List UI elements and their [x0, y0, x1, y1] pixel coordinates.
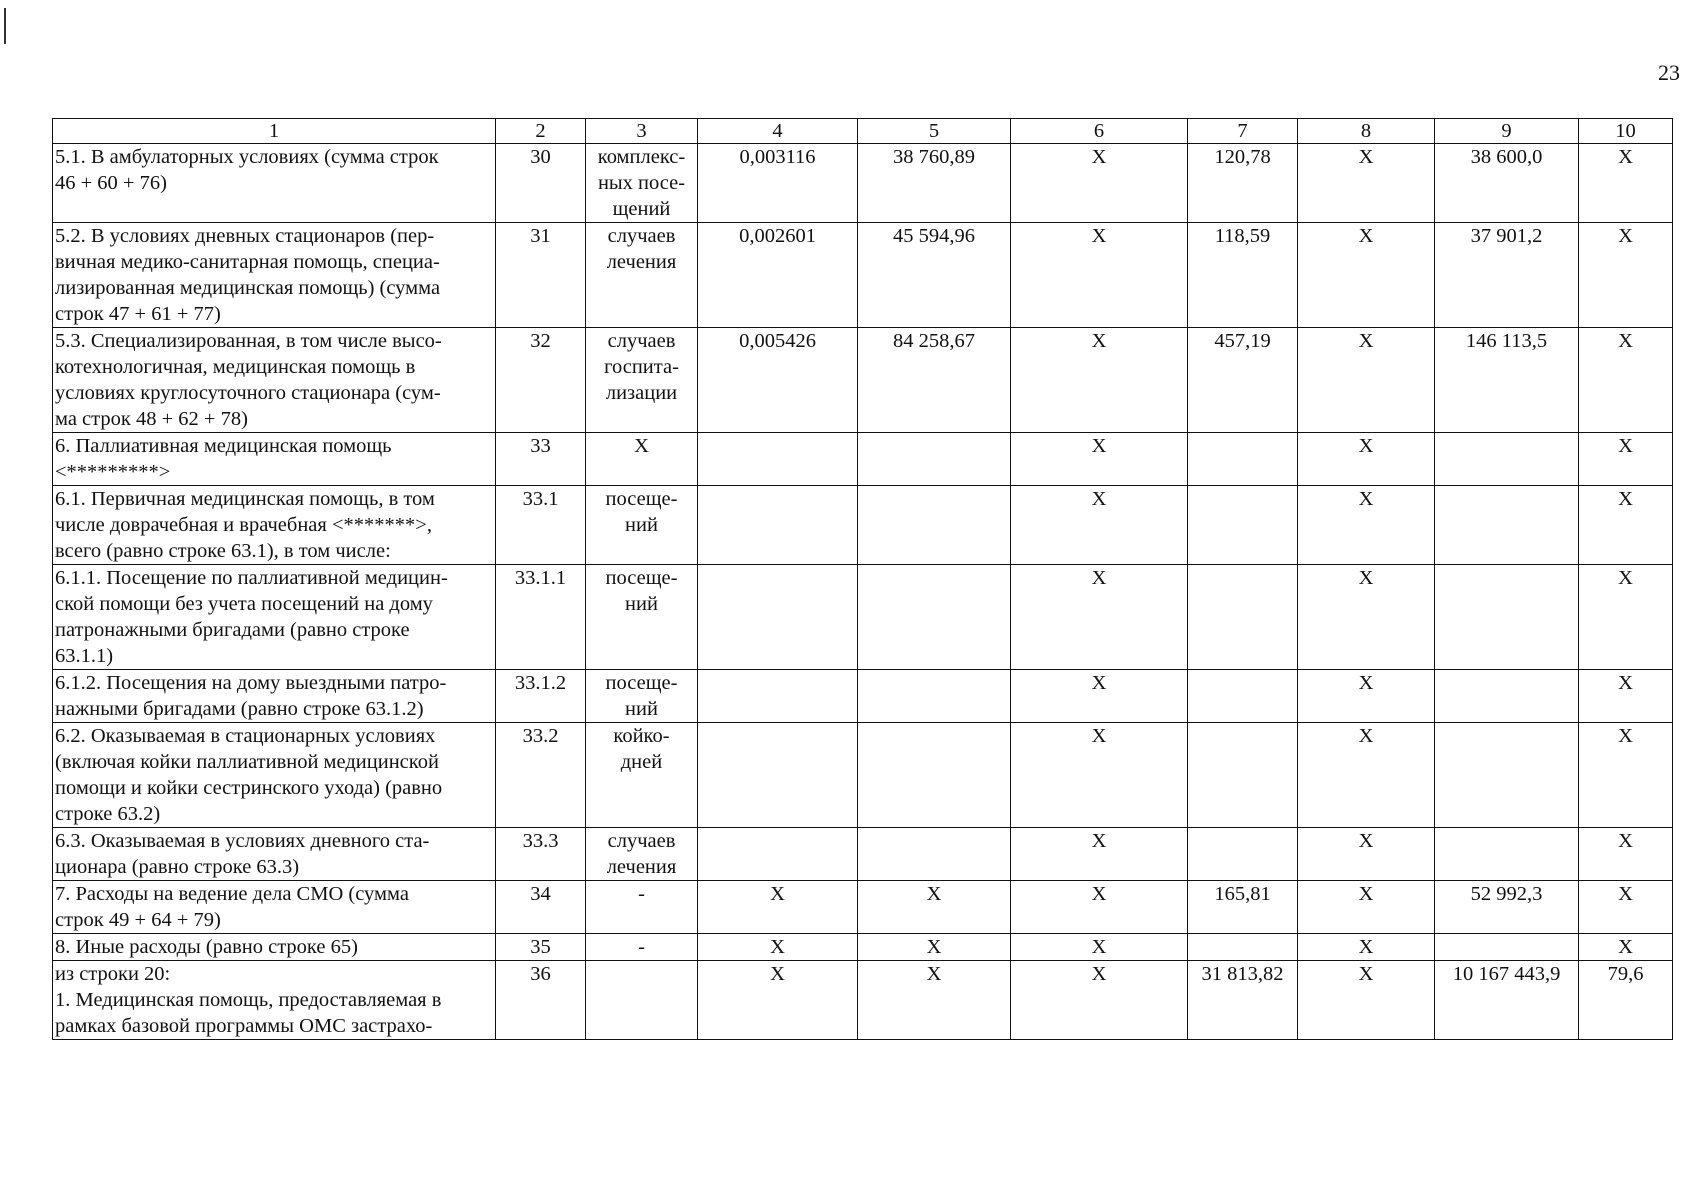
cell-col-9 — [1435, 934, 1579, 961]
cell-col-5 — [858, 828, 1011, 881]
cell-col-9 — [1435, 723, 1579, 828]
cell-text: X — [1618, 672, 1633, 694]
cell-col-3 — [586, 670, 698, 723]
cell-col-6 — [1011, 934, 1188, 961]
cell-col-9 — [1435, 223, 1579, 328]
cell-col-5 — [858, 723, 1011, 828]
cell-col-7 — [1188, 486, 1298, 565]
cell-text: X — [634, 435, 649, 457]
cell-text: X — [1358, 936, 1374, 958]
cell-col-4 — [698, 565, 858, 670]
cell-text: койко- дней — [613, 725, 670, 773]
cell-text: 32 — [530, 330, 551, 352]
cell-text: X — [1618, 725, 1633, 747]
cell-text: X — [1091, 225, 1107, 247]
cell-text: X — [1091, 830, 1107, 852]
cell-col-8 — [1298, 881, 1435, 934]
cell-text: X — [1358, 672, 1374, 694]
cell-col-8 — [1298, 565, 1435, 670]
cell-text: X — [1358, 146, 1374, 168]
cell-col-5 — [858, 328, 1011, 433]
column-header-4: 4 — [698, 119, 858, 144]
cell-col-4 — [698, 144, 858, 223]
table-row — [53, 670, 1673, 723]
cell-col-8 — [1298, 433, 1435, 486]
cell-col-10 — [1579, 565, 1673, 670]
column-header-2: 2 — [496, 119, 586, 144]
cell-col-2 — [496, 961, 586, 1040]
cell-col-1 — [53, 881, 496, 934]
cell-col-1 — [53, 670, 496, 723]
cell-text: 7. Расходы на ведение дела СМО (сумма строк 49 + 64 + 79) — [55, 883, 409, 931]
cell-col-8 — [1298, 328, 1435, 433]
column-header-8: 8 — [1298, 119, 1435, 144]
cell-col-6 — [1011, 828, 1188, 881]
cell-col-9 — [1435, 670, 1579, 723]
cell-text: 165,81 — [1214, 883, 1271, 905]
cell-text: 38 760,89 — [893, 146, 975, 168]
cell-col-4 — [698, 328, 858, 433]
cell-col-7 — [1188, 670, 1298, 723]
header-row — [53, 119, 1673, 144]
cell-text: 146 113,5 — [1465, 330, 1548, 352]
cell-text: - — [638, 883, 645, 905]
cell-text: X — [1358, 330, 1374, 352]
cell-col-5 — [858, 881, 1011, 934]
cell-col-6 — [1011, 144, 1188, 223]
cell-col-2 — [496, 328, 586, 433]
cell-text: случаев госпита- лизации — [604, 330, 679, 404]
cell-col-3 — [586, 433, 698, 486]
cell-col-9 — [1435, 828, 1579, 881]
cell-col-8 — [1298, 934, 1435, 961]
cell-text: 6.1.2. Посещения на дому выездными патро- нажными бригадами (равно строке 63.1.2) — [55, 672, 447, 720]
cell-col-3 — [586, 565, 698, 670]
table-row — [53, 961, 1673, 1040]
cell-col-1 — [53, 433, 496, 486]
cell-text: 6.1.1. Посещение по паллиативной медицин- ской помощи без учета посещений на дому патронажными бригадами (равно строке 63.1.1) — [55, 567, 448, 667]
cell-col-1 — [53, 723, 496, 828]
cell-col-5 — [858, 223, 1011, 328]
cell-text: X — [1091, 963, 1107, 985]
cell-text: X — [1618, 488, 1633, 510]
cell-col-10 — [1579, 881, 1673, 934]
cell-text: случаев лечения — [606, 225, 677, 273]
cell-text: комплекс- ных посе- щений — [597, 146, 686, 220]
cell-col-5 — [858, 565, 1011, 670]
cell-text: посеще- ний — [605, 672, 678, 720]
cell-col-10 — [1579, 328, 1673, 433]
cell-text: X — [1358, 435, 1374, 457]
cell-text: X — [1618, 936, 1633, 958]
cell-text: 457,19 — [1214, 330, 1271, 352]
cell-text: 84 258,67 — [893, 330, 975, 352]
cell-text: X — [1091, 672, 1107, 694]
cell-text: X — [926, 936, 942, 958]
cell-text: X — [1358, 883, 1374, 905]
scan-edge-mark — [4, 8, 6, 44]
cell-col-10 — [1579, 670, 1673, 723]
cell-col-2 — [496, 144, 586, 223]
cell-col-6 — [1011, 328, 1188, 433]
cell-text: 33.1 — [522, 488, 559, 510]
cell-text: X — [1091, 488, 1107, 510]
cell-text: 5.2. В условиях дневных стационаров (пер- вичная медико-санитарная помощь, специа- лизированная медицинская помощь) (сумма строк 47 + 61 + 77) — [55, 225, 441, 325]
cell-col-8 — [1298, 723, 1435, 828]
cell-text: 30 — [530, 146, 551, 168]
column-header-6: 6 — [1011, 119, 1188, 144]
cell-col-7 — [1188, 223, 1298, 328]
column-header-1: 1 — [53, 119, 496, 144]
cell-col-3 — [586, 486, 698, 565]
cell-col-3 — [586, 828, 698, 881]
table-row — [53, 723, 1673, 828]
cell-col-5 — [858, 961, 1011, 1040]
cell-text: 37 901,2 — [1470, 225, 1543, 247]
cell-text: из строки 20: 1. Медицинская помощь, предоставляемая в рамках базовой программы ОМС застрахо- — [55, 963, 442, 1037]
page-number: 23 — [1658, 60, 1680, 85]
cell-col-1 — [53, 223, 496, 328]
table-row — [53, 433, 1673, 486]
cell-text: 118,59 — [1214, 225, 1271, 247]
cell-col-4 — [698, 934, 858, 961]
cell-col-6 — [1011, 670, 1188, 723]
cell-text: X — [1358, 225, 1374, 247]
cell-text: X — [1618, 830, 1633, 852]
cell-col-1 — [53, 565, 496, 670]
cell-col-6 — [1011, 565, 1188, 670]
table-row — [53, 144, 1673, 223]
cell-text: X — [1618, 435, 1633, 457]
cell-text: 38 600,0 — [1470, 146, 1543, 168]
cell-text: X — [1091, 883, 1107, 905]
cell-col-4 — [698, 723, 858, 828]
column-header-7: 7 — [1188, 119, 1298, 144]
cell-col-7 — [1188, 828, 1298, 881]
cell-col-2 — [496, 670, 586, 723]
cell-col-7 — [1188, 961, 1298, 1040]
table-row — [53, 828, 1673, 881]
cell-col-2 — [496, 828, 586, 881]
cell-text: 31 813,82 — [1201, 963, 1284, 985]
cell-text: посеще- ний — [605, 488, 678, 536]
cell-text: 5.1. В амбулаторных условиях (сумма строк 46 + 60 + 76) — [55, 146, 439, 194]
cell-col-8 — [1298, 486, 1435, 565]
cell-col-5 — [858, 486, 1011, 565]
cell-col-10 — [1579, 961, 1673, 1040]
cell-col-2 — [496, 934, 586, 961]
cell-col-1 — [53, 934, 496, 961]
cell-col-5 — [858, 433, 1011, 486]
cell-text: 6. Паллиативная медицинская помощь <*********> — [55, 435, 392, 483]
cell-col-6 — [1011, 961, 1188, 1040]
cell-text: X — [1358, 567, 1374, 589]
cell-col-3 — [586, 934, 698, 961]
column-header-5: 5 — [858, 119, 1011, 144]
cell-text: X — [1618, 225, 1633, 247]
cell-text: 35 — [530, 936, 551, 958]
cell-col-3 — [586, 961, 698, 1040]
cell-text: X — [770, 883, 785, 905]
cell-col-2 — [496, 433, 586, 486]
cell-text: X — [1618, 883, 1633, 905]
cell-col-8 — [1298, 144, 1435, 223]
cell-col-10 — [1579, 144, 1673, 223]
cell-text: 6.1. Первичная медицинская помощь, в том числе доврачебная и врачебная <*******>, всего (равно строке 63.1), в том числе: — [55, 488, 435, 562]
cell-col-5 — [858, 934, 1011, 961]
cell-col-8 — [1298, 670, 1435, 723]
cell-text: X — [1618, 146, 1633, 168]
cell-col-10 — [1579, 433, 1673, 486]
cell-col-4 — [698, 881, 858, 934]
cell-col-6 — [1011, 723, 1188, 828]
table-row — [53, 223, 1673, 328]
cell-col-3 — [586, 723, 698, 828]
cell-col-4 — [698, 828, 858, 881]
cell-text: X — [926, 883, 942, 905]
cell-text: X — [926, 963, 942, 985]
column-header-10: 10 — [1579, 119, 1673, 144]
cell-col-3 — [586, 881, 698, 934]
cell-text: 36 — [530, 963, 551, 985]
cell-col-2 — [496, 565, 586, 670]
table-row — [53, 328, 1673, 433]
cell-text: 6.2. Оказываемая в стационарных условиях (включая койки паллиативной медицинской помощи и койки сестринского ухода) (равно строке 63.2) — [55, 725, 443, 825]
table-body — [53, 144, 1673, 1040]
cell-text: 8. Иные расходы (равно строке 65) — [55, 936, 358, 958]
cell-col-4 — [698, 223, 858, 328]
cell-col-7 — [1188, 881, 1298, 934]
cell-col-1 — [53, 328, 496, 433]
cell-col-9 — [1435, 486, 1579, 565]
cell-text: X — [1091, 330, 1107, 352]
cell-col-5 — [858, 144, 1011, 223]
cell-col-6 — [1011, 433, 1188, 486]
cell-col-10 — [1579, 223, 1673, 328]
cell-col-2 — [496, 881, 586, 934]
cell-text: 45 594,96 — [893, 225, 975, 247]
cell-col-7 — [1188, 328, 1298, 433]
cell-col-1 — [53, 828, 496, 881]
cell-text: - — [638, 936, 645, 958]
cell-text: 0,005426 — [739, 330, 816, 352]
cell-col-4 — [698, 670, 858, 723]
table-row — [53, 934, 1673, 961]
cell-col-2 — [496, 723, 586, 828]
cell-text: 79,6 — [1607, 963, 1644, 985]
cell-col-1 — [53, 486, 496, 565]
cell-col-9 — [1435, 565, 1579, 670]
cell-col-3 — [586, 328, 698, 433]
table-row — [53, 486, 1673, 565]
table-row — [53, 565, 1673, 670]
cell-col-4 — [698, 961, 858, 1040]
cell-text: X — [770, 963, 785, 985]
cell-col-5 — [858, 670, 1011, 723]
table-row — [53, 881, 1673, 934]
cell-col-1 — [53, 961, 496, 1040]
cell-col-4 — [698, 433, 858, 486]
cell-text: 120,78 — [1214, 146, 1271, 168]
cell-text: 10 167 443,9 — [1452, 963, 1561, 985]
cell-col-8 — [1298, 828, 1435, 881]
cell-text: 0,002601 — [739, 225, 816, 247]
expenditure-table — [52, 118, 1673, 1040]
column-header-9: 9 — [1435, 119, 1579, 144]
cell-text: X — [1091, 146, 1107, 168]
cell-text: X — [1358, 725, 1374, 747]
cell-col-3 — [586, 144, 698, 223]
cell-text: X — [1091, 725, 1107, 747]
cell-text: 33.2 — [522, 725, 559, 747]
cell-text: X — [1618, 567, 1633, 589]
cell-col-6 — [1011, 223, 1188, 328]
cell-text: 6.3. Оказываемая в условиях дневного ста- ционара (равно строке 63.3) — [55, 830, 430, 878]
cell-text: 33.3 — [522, 830, 559, 852]
cell-text: X — [1091, 567, 1107, 589]
cell-text: 5.3. Специализированная, в том числе высо- котехнологичная, медицинская помощь в условиях круглосуточного стационара (сум- ма строк 48 + 62 + 78) — [55, 330, 442, 430]
cell-col-9 — [1435, 961, 1579, 1040]
cell-col-6 — [1011, 486, 1188, 565]
cell-col-7 — [1188, 433, 1298, 486]
cell-col-6 — [1011, 881, 1188, 934]
cell-col-7 — [1188, 144, 1298, 223]
cell-col-3 — [586, 223, 698, 328]
cell-text: 33 — [530, 435, 551, 457]
cell-text: 33.1.2 — [514, 672, 567, 694]
cell-text: X — [1358, 963, 1374, 985]
cell-col-10 — [1579, 934, 1673, 961]
cell-col-1 — [53, 144, 496, 223]
cell-text: 34 — [530, 883, 551, 905]
cell-text: посеще- ний — [605, 567, 678, 615]
cell-text: X — [1091, 435, 1107, 457]
cell-text: X — [1358, 830, 1374, 852]
cell-col-8 — [1298, 223, 1435, 328]
cell-col-9 — [1435, 144, 1579, 223]
cell-col-7 — [1188, 934, 1298, 961]
cell-col-9 — [1435, 328, 1579, 433]
cell-col-10 — [1579, 828, 1673, 881]
cell-col-9 — [1435, 433, 1579, 486]
cell-col-7 — [1188, 723, 1298, 828]
cell-col-2 — [496, 223, 586, 328]
cell-col-9 — [1435, 881, 1579, 934]
cell-text: случаев лечения — [606, 830, 677, 878]
cell-col-2 — [496, 486, 586, 565]
cell-col-4 — [698, 486, 858, 565]
cell-col-8 — [1298, 961, 1435, 1040]
column-header-3: 3 — [586, 119, 698, 144]
cell-text: X — [770, 936, 785, 958]
cell-text: 52 992,3 — [1470, 883, 1543, 905]
cell-col-10 — [1579, 723, 1673, 828]
cell-text: X — [1358, 488, 1374, 510]
cell-text: X — [1091, 936, 1107, 958]
cell-col-7 — [1188, 565, 1298, 670]
cell-text: 33.1.1 — [514, 567, 567, 589]
cell-text: 31 — [530, 225, 551, 247]
cell-text: X — [1618, 330, 1633, 352]
cell-col-10 — [1579, 486, 1673, 565]
cell-text: 0,003116 — [739, 146, 816, 168]
